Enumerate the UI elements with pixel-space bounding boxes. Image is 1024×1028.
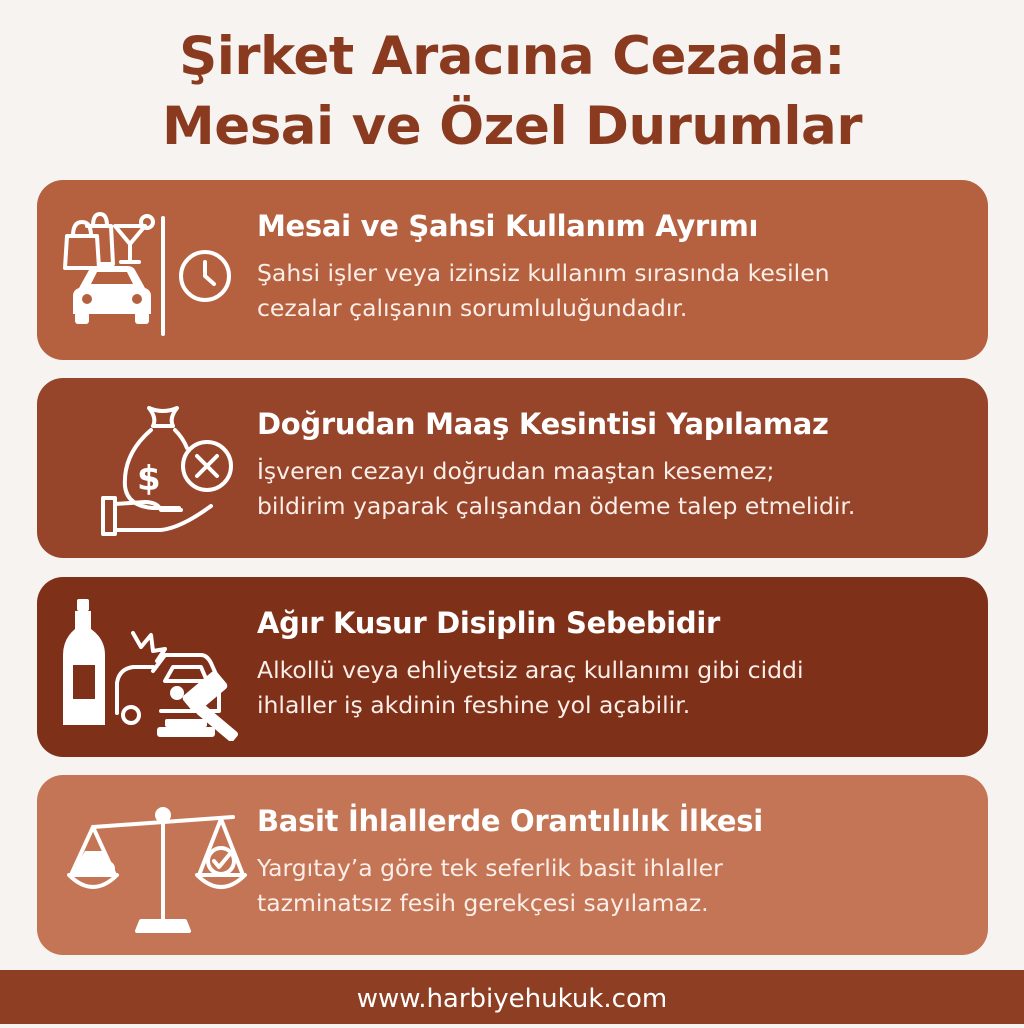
card-body: İşveren cezayı doğrudan maaştan kesemez; bildirim yaparak çalışandan ödeme talep etmelidir. [257,457,856,520]
bottle-icon [63,599,105,725]
card-disciplinary [37,577,988,757]
disciplinary-illustration [61,593,261,741]
clock-icon [181,252,229,300]
title-line-2: Mesai ve Özel Durumlar [162,96,862,157]
card-personal-use [37,180,988,360]
card-body: Alkollü veya ehliyetsiz araç kullanımı gibi ciddi ihlaller iş akdinin feshine yol açabilir. [257,656,804,719]
shopping-bag-icon [65,214,113,268]
cocktail-icon [115,216,153,262]
proportionality-illustration [61,791,261,939]
salary-deduction-illustration [61,394,261,542]
footer-bar [0,970,1024,1024]
website-link[interactable]: www.harbiyehukuk.com [356,984,668,1014]
card-title: Mesai ve Şahsi Kullanım Ayrımı [257,209,759,243]
card-body: Şahsi işler veya izinsiz kullanım sırasında kesilen cezalar çalışanın sorumluluğundadır. [257,259,830,322]
money-bag-hand-icon [103,408,211,534]
title-line-1: Şirket Aracına Cezada: [179,26,845,87]
card-title: Doğrudan Maaş Kesintisi Yapılamaz [257,407,829,441]
card-salary-deduction [37,378,988,558]
page-title [0,22,1024,162]
card-title: Basit İhlallerde Orantılılık İlkesi [257,804,763,838]
svg-text:$: $ [137,459,161,499]
card-proportionality [37,775,988,955]
check-icon [208,848,234,874]
cross-circle-icon [183,442,231,490]
card-title: Ağır Kusur Disiplin Sebebidir [257,606,721,640]
personal-use-illustration [61,196,261,344]
card-body: Yargıtay’a göre tek seferlik basit ihlaller tazminatsız fesih gerekçesi sayılamaz. [257,854,723,917]
